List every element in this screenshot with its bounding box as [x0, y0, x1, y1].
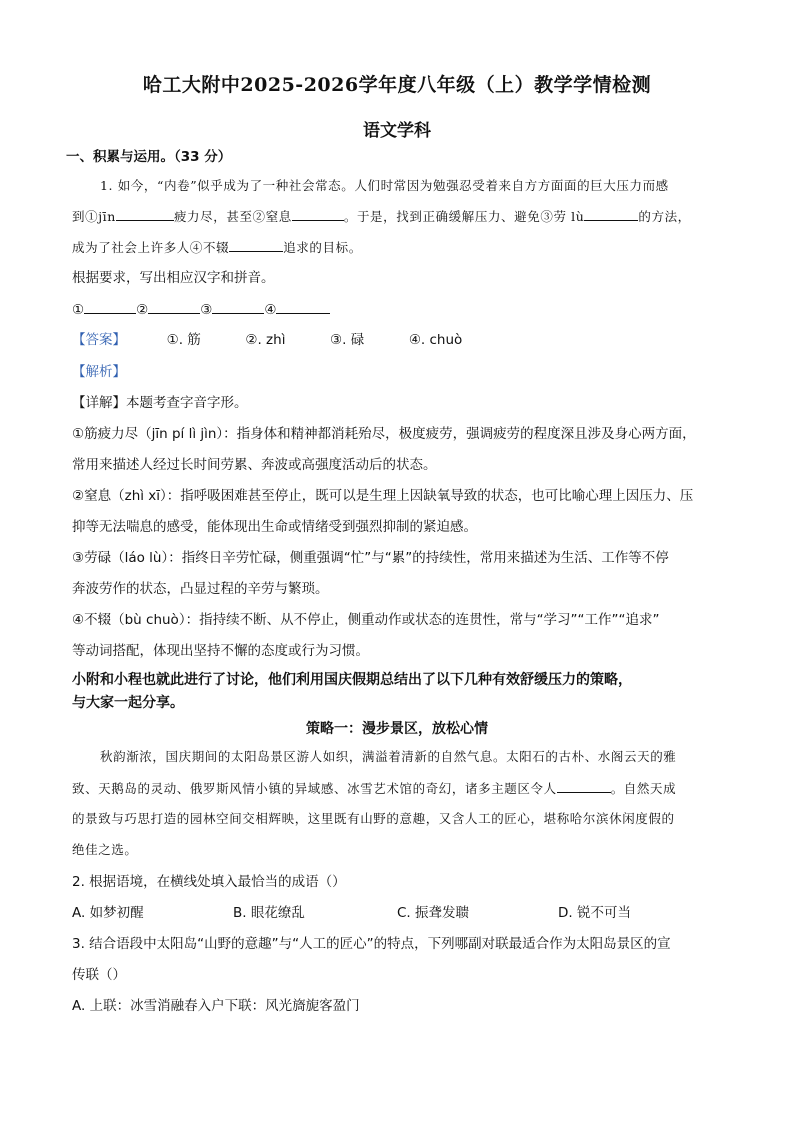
explanation-line: 常用来描述人经过长时间劳累、奔波或高强度活动后的状态。 — [72, 457, 437, 473]
q1-passage-seg: 的方法， — [638, 209, 691, 224]
q3-stem-line2: 传联（） — [72, 967, 126, 983]
answer-blank-2[interactable] — [292, 206, 344, 221]
q1-passage-seg: 成为了社会上许多人④不辍 — [72, 240, 230, 255]
answer-4: ④. chuò — [408, 332, 463, 348]
detail-label: 【详解】本题考查字音字形。 — [72, 395, 248, 411]
blank-label-3: ③ — [200, 302, 213, 318]
strategy1-passage-line: 秋韵渐浓，国庆期间的太阳岛景区游人如织，满溢着清新的自然气息。太阳石的古朴、水阁云天的雅 — [100, 749, 677, 764]
explanation-line: ①筋疲力尽（jīn pí lì jìn）：指身体和精神都消耗殆尽，极度疲劳，强调疲劳的程度深且涉及身心两方面， — [72, 426, 696, 442]
strategy1-passage-line — [72, 778, 734, 799]
q1-passage-seg: 到①jīn — [72, 209, 116, 224]
section-heading: 一、积累与运用。（33 分） — [66, 149, 232, 165]
q1-passage-seg: 追求的目标。 — [283, 240, 362, 255]
explanation-line: ④不辍（bù chuò）：指持续不断、从不停止，侧重动作或状态的连贯性，常与“学习”“工作”“追求” — [72, 612, 660, 628]
answer-3: ③. 碌 — [330, 332, 365, 348]
answer-label: 【答案】 — [72, 332, 126, 348]
strategy1-passage-line: 的景致与巧思打造的园林空间交相辉映，这里既有山野的意趣，又含人工的匠心，堪称哈尔滨休闲度假的 — [72, 811, 675, 826]
q2-option-d[interactable]: D. 锐不可当 — [558, 905, 631, 921]
q2-option-b[interactable]: B. 眼花缭乱 — [233, 905, 305, 921]
strategy1-title: 策略一：漫步景区，放松心情 — [306, 721, 488, 737]
fill-blank-3[interactable] — [212, 299, 264, 314]
q3-option-a[interactable]: A. 上联：冰雪消融春入户下联：风光旖旎客盈门 — [72, 998, 360, 1014]
explanation-line: 奔波劳作的状态，凸显过程的辛劳与繁琐。 — [72, 581, 329, 597]
fill-blank-1[interactable] — [84, 299, 136, 314]
intro-line1: 小附和小程也就此进行了讨论，他们利用国庆假期总结出了以下几种有效舒缓压力的策略， — [72, 672, 632, 688]
q1-passage-seg: 。于是，找到正确缓解压力、避免③劳 lù — [343, 209, 585, 224]
strategy1-passage-seg: 致、天鹅岛的灵动、俄罗斯风情小镇的异域感、冰雪艺术馆的奇幻，诸多主题区令人 — [72, 781, 557, 796]
explanation-line: 等动词搭配，体现出坚持不懈的态度或行为习惯。 — [72, 643, 369, 659]
fill-blank-2[interactable] — [148, 299, 200, 314]
q1-blanks-row — [72, 299, 734, 320]
idiom-blank[interactable] — [557, 778, 611, 793]
answer-blank-1[interactable] — [116, 206, 174, 221]
blank-label-2: ② — [136, 302, 149, 318]
blank-label-4: ④ — [264, 302, 277, 318]
strategy1-passage-seg: 。自然天成 — [610, 781, 677, 796]
explanation-line: ②窒息（zhì xī）：指呼吸困难甚至停止，既可以是生理上因缺氧导致的状态，也可比喻心理上因压力、压 — [72, 488, 694, 504]
answer-blank-3[interactable] — [584, 206, 638, 221]
strategy1-passage-line: 绝佳之选。 — [72, 842, 138, 857]
subject-title: 语文学科 — [363, 121, 431, 141]
explanation-line: ③劳碌（láo lù）：指终日辛劳忙碌，侧重强调“忙”与“累”的持续性，常用来描述为生活、工作等不停 — [72, 550, 669, 566]
q1-passage-line3 — [72, 237, 734, 258]
analysis-label: 【解析】 — [72, 364, 126, 380]
q1-passage-line1: 1. 如今，“内卷”似乎成为了一种社会常态。人们时常因为勉强忍受着来自方方面面的巨大压力而感 — [100, 178, 669, 193]
answer-2: ②. zhì — [245, 332, 286, 348]
answer-row — [72, 330, 734, 350]
q1-instruction: 根据要求，写出相应汉字和拼音。 — [72, 270, 275, 286]
blank-label-1: ① — [72, 302, 85, 318]
q2-stem: 2. 根据语境，在横线处填入最恰当的成语（） — [72, 874, 346, 890]
intro-line2: 与大家一起分享。 — [72, 695, 184, 711]
q2-option-a[interactable]: A. 如梦初醒 — [72, 905, 144, 921]
answer-blank-4[interactable] — [229, 237, 283, 252]
exam-title: 哈工大附中2025-2026学年度八年级（上）教学学情检测 — [142, 74, 652, 96]
q1-passage-seg: 疲力尽，甚至②窒息 — [173, 209, 292, 224]
q2-option-c[interactable]: C. 振聋发聩 — [397, 905, 470, 921]
q1-passage-line2 — [72, 206, 734, 227]
answer-1: ①. 筋 — [166, 332, 201, 348]
fill-blank-4[interactable] — [276, 299, 330, 314]
explanation-line: 抑等无法喘息的感受，能体现出生命或情绪受到强烈抑制的紧迫感。 — [72, 519, 477, 535]
q3-stem-line1: 3. 结合语段中太阳岛“山野的意趣”与“人工的匠心”的特点，下列哪副对联最适合作为太阳岛景区的宣 — [72, 936, 671, 952]
